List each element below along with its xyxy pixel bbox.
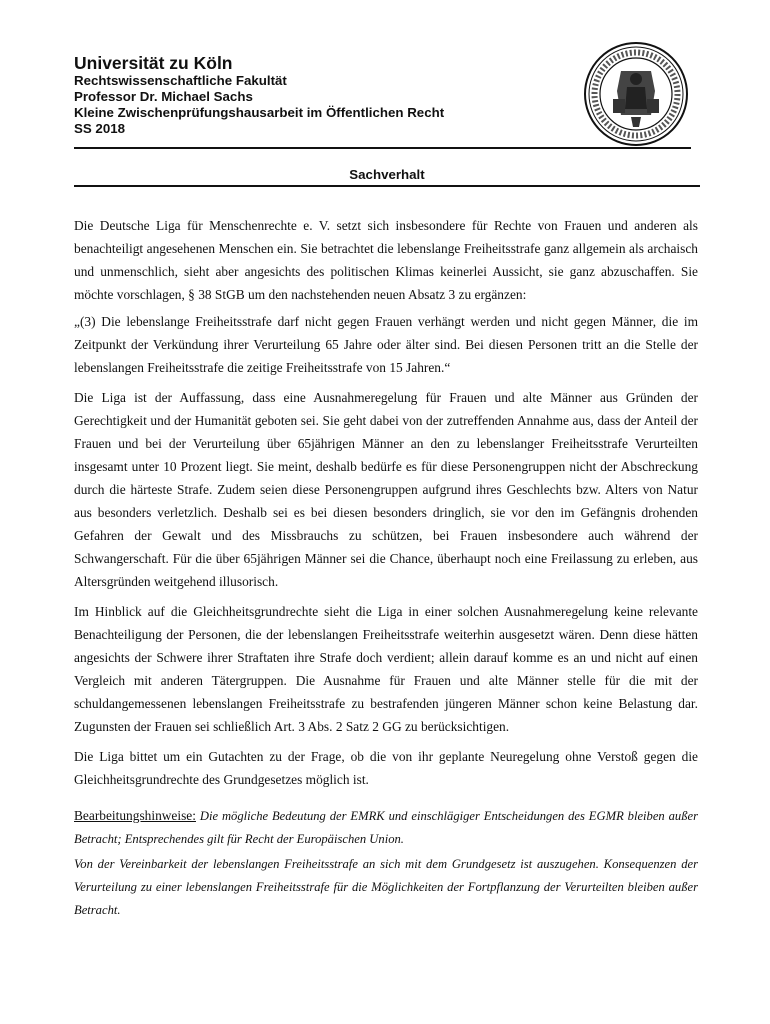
- heading-underline: [74, 185, 700, 187]
- header-divider: [74, 147, 691, 149]
- hint-note-2: Von der Vereinbarkeit der lebenslangen Freiheitsstrafe an sich mit dem Grundgesetz ist auszugehen. Konsequenzen der Verurteilung zu einer lebenslangen Freiheitsstrafe für die Möglichkeiten der Fortpflanzung der Verurteilten bleiben außer Betracht.: [74, 857, 698, 917]
- paragraph: Die Deutsche Liga für Menschenrechte e. V. setzt sich insbesondere für Rechte von Frauen und anderen als benachteiligt angesehenen Menschen ein. Sie betrachtet die lebenslange Freiheitsstrafe ganz allgemein als archaisch und unmenschlich, sieht aber angesichts des politischen Klimas keinerlei Aussicht, sie ganz abzuschaffen. Sie möchte vorschlagen, § 38 StGB um den nachstehenden neuen Absatz 3 zu ergänzen:: [74, 218, 698, 302]
- paragraph-quote: „(3) Die lebenslange Freiheitsstrafe darf nicht gegen Frauen verhängt werden und nicht gegen Männer, die im Zeitpunkt der Verkündung ihrer Verurteilung 65 Jahre oder älter sind. Bei diesen Personen tritt an die Stelle der lebenslangen Freiheitsstrafe die zeitige Freiheitsstrafe von 15 Jahren.“: [74, 314, 698, 375]
- processing-notes: [74, 804, 698, 924]
- professor-name: Professor Dr. Michael Sachs: [74, 89, 253, 104]
- hints-label: Bearbeitungshinweise:: [74, 808, 196, 823]
- hint-paragraph: [74, 804, 698, 851]
- course-title: Kleine Zwischenprüfungshausarbeit im Öffentlichen Recht: [74, 105, 445, 120]
- letterhead: [74, 53, 594, 137]
- paragraph: Die Liga bittet um ein Gutachten zu der Frage, ob die von ihr geplante Neuregelung ohne Verstoß gegen die Gleichheitsgrundrechte des Grundgesetzes möglich ist.: [74, 749, 698, 787]
- semester-label: SS 2018: [74, 121, 126, 136]
- university-name: Universität zu Köln: [74, 53, 233, 73]
- paragraph: Im Hinblick auf die Gleichheitsgrundrechte sieht die Liga in einer solchen Ausnahmeregelung keine relevante Benachteiligung der Personen, die der lebenslangen Freiheitsstrafe weiterhin ausgesetzt wären. Denn diese hätten angesichts der Schwere ihrer Straftaten ihre Strafe doch verdient; allein darauf komme es an und nicht auf einen Vergleich mit anderen Tätergruppen. Die Ausnahme für Frauen und alte Männer stelle für die mit der schuldangemessenen lebenslangen Freiheitsstrafe zu bestrafenden jüngeren Männer schon keine Belastung dar. Zugunsten der Frauen sei schließlich Art. 3 Abs. 2 Satz 2 GG zu berücksichtigen.: [74, 604, 698, 734]
- case-text: [74, 214, 698, 798]
- faculty-name: Rechtswissenschaftliche Fakultät: [74, 73, 287, 88]
- paragraph: Die Liga ist der Auffassung, dass eine Ausnahmeregelung für Frauen und alte Männer aus Gründen der Gerechtigkeit und der Humanität geboten sei. Sie geht dabei von der zutreffenden Annahme aus, dass der Anteil der Frauen und bei der Verurteilung über 65jährigen Männer an den zu lebenslanger Freiheitsstrafe Verurteilten insgesamt unter 10 Prozent liegt. Sie meint, deshalb bedürfe es für diese Personengruppen nicht der Abschreckung durch die härteste Strafe. Zudem seien diese Personengruppen aufgrund ihres Geschlechts bzw. Alters von Natur aus besonders verletzlich. Deshalb sei es bei diesen besonders dringlich, sie vor den im Gefängnis drohenden Gefahren der Gewalt und des Missbrauchs zu schützen, bei Frauen insbesondere auch während der Schwangerschaft. Für die über 65jährigen Männer sei die Chance, überhaupt noch eine Freilassung zu erleben, aus Altersgründen weitgehend illusorisch.: [74, 390, 698, 589]
- section-heading: Sachverhalt: [349, 167, 425, 182]
- hint-note-1: Die mögliche Bedeutung der EMRK und einschlägiger Entscheidungen des EGMR bleiben außer Betracht; Entsprechendes gilt für Recht der Europäischen Union.: [74, 809, 698, 846]
- university-seal-icon: [583, 41, 689, 147]
